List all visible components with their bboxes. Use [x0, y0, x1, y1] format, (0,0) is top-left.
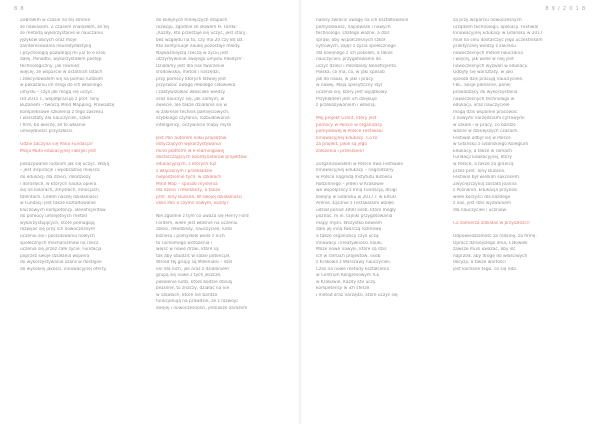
text-line: talentach. Celem naszej działalności [20, 194, 99, 200]
text-line: się na kolorach, zmysłach, emocjach, [20, 188, 101, 194]
text-line: i zaktywizować właściwe wiedzy [156, 90, 226, 96]
text-line: wejść w nowe drzwi, które są [156, 247, 219, 253]
text-line: technologiczny, jak również [20, 63, 80, 69]
text-line: przez prof. Tony Buzana. [453, 168, 506, 174]
text-line: tak aby obudzić w sobie potencjał. [156, 253, 231, 259]
text-line: dla nauczycieli i uczniów. [453, 207, 508, 213]
text-line: ze metodą wykorzystanie w nauczaniu [20, 31, 104, 37]
text-line: w szkole i w pracy, co bardzo [453, 122, 516, 128]
article-paragraph [453, 18, 579, 214]
text-line: ich w ramach projektów, osób [316, 253, 381, 259]
text-line: rozwoju, zgodnie ze słowem H. Forda: [156, 24, 238, 30]
text-line: dzieci, młodzieży, nauczycieli, ludzi [156, 227, 233, 233]
article-paragraph [453, 234, 579, 273]
text-line: biznesu i pomysłów wiele z nich [156, 233, 225, 239]
article-paragraph [316, 18, 442, 110]
text-line: i warsztaty dla nauczycieli, szkół [20, 116, 91, 122]
text-line: kolejny w Gdańsku w 2017 r. w ERGO [316, 194, 397, 200]
text-line: we współpracy z Inną Fundacją, drugi [316, 188, 397, 194]
text-line: Jest Pan autorem kilku projektów [156, 135, 227, 141]
text-line: w zakresie technik pamięciowych, [156, 109, 230, 115]
text-line: Działamy jest dla nas tworzenie [156, 63, 225, 69]
text-line: są przy wsparciu nowoczesnych [453, 18, 522, 23]
text-line: a także organizacji czyli uczą [316, 233, 379, 239]
text-line: w szkołach, które nie bardzo [156, 292, 218, 298]
text-line: z Krakowa z Warszawy nauczycieli. [316, 260, 392, 266]
text-line: Co zamierza zdziałać w przyszłości? [453, 220, 531, 226]
text-line: edukacyjnych, z których tuż [156, 161, 217, 167]
text-line: bez względu na to, czy ma 20 czy 80 lat. [156, 37, 244, 43]
article-paragraph [316, 162, 442, 299]
text-line: Innowacyjnej Edukacji w Gdańsku w 2017 [453, 31, 543, 37]
text-line: dalej. Ponadto, wykorzystałem postęp [20, 57, 102, 63]
text-line: innowacji i kreatywności nauki. [316, 240, 383, 246]
text-line: poznać, m.in. tajniki przygotowania [316, 214, 393, 220]
text-line: Wśród tej grupy są Millenialsi – dziś [156, 260, 233, 266]
text-line: w Polsce nagrodą Instytutu Biznesu [316, 175, 393, 181]
text-column-3 [316, 18, 442, 306]
text-line: w Krakowie. Każdy kto uczy [316, 279, 376, 285]
question-heading [453, 221, 579, 228]
question-heading [156, 136, 282, 208]
text-line: zawsze musi uważać, aby iść [453, 247, 516, 253]
text-line: rozwijać się przy ich nowoczesnym [20, 227, 96, 233]
text-line: kompleksowe szkolenia z tego zakresu [20, 109, 104, 115]
text-line: Innowacyjnej Edukacji. Co to [316, 135, 378, 141]
text-line: w nowej. Mają specyficzny styl [316, 83, 382, 89]
text-line: przy pomocy których łatwiej jest [156, 76, 226, 82]
text-line: bezsilne, to znaczy, działać na nie [156, 286, 230, 292]
text-line: pomysłowej w Polsce Festiwalu [316, 129, 383, 135]
text-line: należy zwrócić uwagę na ich kształtowanie [316, 18, 409, 23]
page-number-right: 8 9 / 2 0 1 8 [545, 6, 586, 12]
text-line: przyswoić uwagę młodego człowieka [156, 83, 236, 89]
text-line: Odpowiedzialność za rodzinę, za firmę. [453, 233, 537, 239]
text-line: technologii. Dlatego ważne, a dziś [316, 31, 390, 37]
text-line: w pokazaniu im drogi do ich własnego [20, 83, 102, 89]
text-line: do edukacji dla dzieci, młodzieży [20, 175, 91, 181]
text-column-1 [20, 18, 146, 280]
text-line: miał na celu dostarczyć jego uczestnikom [453, 37, 543, 43]
text-line: Festiwal był wielkim sukcesem. [453, 175, 521, 181]
text-line: decyzji, a także wartości [453, 260, 506, 266]
text-line: zainteresowania neurodydaktyką [20, 44, 92, 50]
text-line: swojej i nowoczesności, jednakże zarazem [156, 305, 248, 311]
text-line: w Polsce, a także za granicą [453, 162, 514, 168]
text-line: Mój projekt Grant, który jest [316, 116, 377, 122]
text-line: jest kochane tego, co się robi. [453, 266, 518, 272]
text-line: z przekazywaniem i własną. [316, 103, 377, 109]
text-line: urządzeń technologii, aplikacji. Festiwal [453, 24, 539, 30]
text-line: udział ponad 3000 osób, które mogły [316, 207, 396, 213]
text-line: jak do nauki, w jaki i pracy [316, 76, 374, 82]
text-line: Przykładem jest ich dziękuje [316, 96, 377, 102]
text-line: mapy myśli. Wszystko bowiem [316, 220, 382, 226]
article-paragraph [156, 214, 282, 312]
text-line: do wysokiej jakości, innowacyjnej oferty. [20, 266, 107, 272]
text-line: prowadzący do wykorzystania [453, 90, 518, 96]
text-line: kluczowych kompetencji. Beneficjentów [20, 207, 106, 213]
text-line: społecznych mechanizmów na rzecz [20, 240, 99, 246]
text-line: cyfrowych, zajęć z życia społecznego [316, 44, 396, 50]
text-line: nowoczesnych wyzwań w edukacji. [453, 63, 529, 69]
text-line: spraw, aby współczesnych szkół [316, 37, 386, 43]
text-line: mind platform w e-learningowej [156, 148, 225, 154]
text-line: i zdecydowałem się na pomoc ludziom [20, 76, 103, 82]
text-line: języków obcych oraz moje [20, 37, 77, 43]
text-line: Arenie. Łącznie z Festiwalami wzięło [316, 201, 394, 207]
text-line: pomysłowość, najnowsze i nowych [316, 24, 391, 30]
text-line: nowoczesnych technologii w [453, 96, 515, 102]
text-line: do pomocy umiejętnych metod [20, 214, 88, 220]
article-paragraph [20, 162, 146, 273]
text-line: Fordem, wiele jest właśnie na uczeniu [156, 220, 238, 226]
text-line: uczeniu się i poszukiwaniu nowych [20, 233, 95, 239]
text-line: Innowacyjnej Edukacji – nagrodzony [316, 168, 394, 174]
text-line: świecie, ale także działania się w [156, 103, 227, 109]
text-line: w Centrum Kongresowym ICE [316, 273, 380, 279]
text-line: edukacji, oraz nauczyciele [453, 103, 510, 109]
text-line: i metod oraz narzędzi, które uczyć się. [316, 292, 399, 298]
text-line: w Fundacji jest także kształtowanie [20, 201, 96, 207]
text-line: Misja Mutli edukacyjnej Fabryki jest [20, 148, 96, 154]
text-line: dało jej inną twórczą rozmowę [316, 227, 382, 233]
text-line: Polska, co ma, co, w jaki sposób [316, 70, 385, 76]
text-line: założenia i przesłanie? [316, 148, 365, 154]
text-line: umiejętności przyszłości. [20, 129, 74, 135]
text-line: Oprócz dzisiejszego dnia, Człowiek [453, 240, 528, 246]
text-line: Rodzinnego – jeden w Krakowie [316, 181, 384, 187]
text-line: do wykorzystywania szans w dostępie [20, 260, 102, 266]
text-line: Zorganizowałem w Polsce dwa Festiwale [316, 161, 403, 167]
text-line: umysłu – czyli jak mogą się uczyć. [20, 90, 94, 96]
text-line: pokazywanie ludziom jak się uczyć. Wizją [20, 161, 110, 167]
article-paragraph [156, 18, 282, 129]
text-line: inteligencji, oczywiście mapy myśli. [156, 122, 233, 128]
text-line: grupą się nowe z tych jeszcze, [156, 273, 222, 279]
text-line: to ruchomego wdrożenia i [156, 240, 212, 246]
article-paragraph [20, 18, 146, 136]
text-line: praktycznej wiedzy z zakresu [453, 44, 516, 50]
text-line: za projekt, jakie są jego [316, 142, 367, 148]
text-line: uczyć dzieci i młodzieży Beneficjenta [316, 63, 396, 69]
text-line: kompetencji w ich sferze [316, 286, 370, 292]
text-line: szybkiego czytania, rozbudowania [156, 116, 230, 122]
text-line: środowiska, metod i narzędzi, [156, 70, 220, 76]
text-line: – jest inspiracje i wyobraźnię miejsca [20, 168, 100, 174]
text-line: prof. Tony Buzana. W swojej działalności [156, 194, 243, 200]
text-line: Edukacji, a także w ramach [453, 148, 512, 154]
text-line: nowoczesnych metod nauczania [453, 50, 523, 56]
text-line: Od 2015 r., współpracuję z prof. Tony [20, 96, 100, 102]
text-column-4 [453, 18, 579, 280]
text-line: z nowymi narzędziami cyfrowymi [453, 116, 525, 122]
text-line: dla dzieci i młodzieży, a także [156, 188, 221, 194]
text-line: dostarczających koordynatorów projektów [156, 155, 247, 161]
text-line: Zebrałem w czasie na tej stronie [20, 18, 91, 23]
text-line: uczenia się, który jest wyjątkowy. [316, 90, 388, 96]
text-line: do kolejnych mniejszych etapach [156, 18, 228, 23]
text-line: idzie Pan o czymś nowym, każdy? [156, 201, 229, 207]
text-line: wiele korzyści dla każdego [453, 194, 511, 200]
text-line: ważne w dzisiejszych czasach. [453, 129, 519, 135]
text-line: ze nawiasem. Z czasem znalazłem, że tej [20, 24, 110, 30]
text-line: mogą dziś wspólnie pracować [453, 109, 518, 115]
text-line: niepodzielnie tych, w szkołach [156, 175, 222, 181]
text-column-2 [156, 18, 282, 319]
text-line: pokolenie ludzi, które będzie dzisiaj [156, 279, 233, 285]
text-line: z Poznania. Edukacja przynosi [453, 188, 518, 194]
text-line: oraz nauczyć się, jak samym, w [156, 96, 225, 102]
text-line: dla kolejnego z ich pokoleń, a także [316, 50, 393, 56]
text-line: Buzanem – twórcą Mind Mapping. Prowadzę [20, 103, 115, 109]
text-line: i dorosłych, w których nauka opiera [20, 181, 97, 187]
question-heading [316, 116, 442, 155]
text-line: Najważniejszą rzeczą w życiu jest [156, 50, 229, 56]
text-line: i firm, bo wierzę, że to właśnie [20, 122, 86, 128]
text-line: dotyczących wykorzystywania [156, 142, 221, 148]
text-line: z włączonym i przekładzie [156, 168, 213, 174]
text-line: oni dla nich, jak oraz z działaniem [156, 266, 229, 272]
text-line: z nas, jest dziś wyzwaniem [453, 201, 512, 207]
text-line: funkcjonują na prawdzie, że z rozwoju [156, 299, 238, 305]
text-line: więcej, że wsparcie w ostatnich latach [20, 70, 103, 76]
text-line: wykorzystujących, które pomagają [20, 220, 95, 226]
text-line: Odbyły się warsztaty, w jaki [453, 70, 514, 76]
text-line: sposób dziś pracują nauczyciele, [453, 76, 524, 82]
text-line: FBC. Sesje plenarne, panel [453, 83, 511, 89]
text-line: Fundacji Edukacyjnej, który [453, 155, 512, 161]
text-line: „Każdy, kto przestaje się uczyć, jest stary, [156, 31, 247, 37]
text-line: Nie zgodnie z tym co uważa się Henry Ford [156, 214, 249, 220]
text-line: poprzez swoje działania wspiera [20, 253, 90, 259]
text-line: uczenia się przez całe życie. Fundacja [20, 247, 102, 253]
text-line: i więcej, jak wiele w niej jest [453, 57, 514, 63]
text-line: Gdzie zaczyna się Pana Fundacja? [20, 142, 93, 148]
text-line: nauczycieli, przygotowanie do [316, 57, 381, 63]
question-heading [20, 142, 146, 155]
text-line: i psychologią pozwalają mi już to e krok [20, 50, 106, 56]
text-line: utrzymywanie swojego umysłu młodym”. [156, 57, 245, 63]
text-line: w Gdańsku z Gdańskiego Kolegium [453, 142, 529, 148]
text-line: naprzód, aby drogę do właściwych [453, 253, 528, 259]
text-line: Festiwal odbył się w Polsce [453, 135, 511, 141]
text-line: Kto kontynuuje naukę pozostaje młody. [156, 44, 241, 50]
page-number-left: 8 8 [14, 6, 25, 12]
text-line: pomocy w Polsce w organizacji [316, 122, 383, 128]
text-line: Może nowe nawyki, które są dziś [316, 247, 387, 253]
text-line: Czas na nowe metody kształcenia [316, 266, 389, 272]
text-line: Mind Map – sposób myślenia [156, 181, 218, 187]
text-line: Zwyciężczynią została Joanna [453, 181, 517, 187]
